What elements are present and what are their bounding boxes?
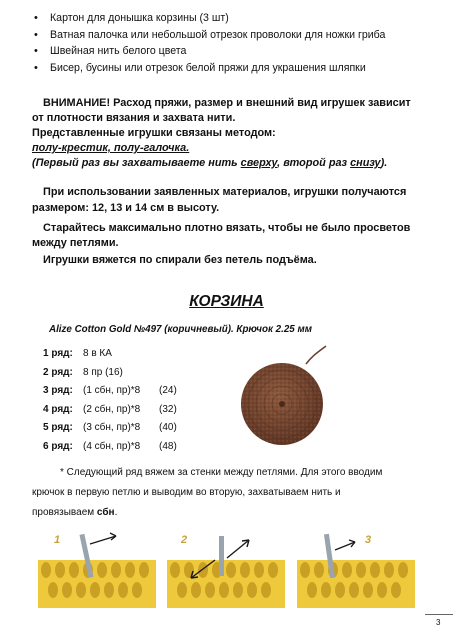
list-item: • Швейная нить белого цвета <box>34 43 444 60</box>
page-number: 3 <box>436 618 441 627</box>
materials-list <box>34 10 444 76</box>
section-title: КОРЗИНА <box>189 293 264 310</box>
step-number: 3 <box>365 534 372 546</box>
crochet-circle-image <box>228 342 338 452</box>
instruction-line: * Следующий ряд вяжем за стенки между петлями. Для этого вводим <box>60 467 383 478</box>
row-label: 5 ряд: <box>43 422 73 434</box>
warning-line: ВНИМАНИЕ! Расход пряжи, размер и внешний вид игрушек зависит <box>43 97 411 109</box>
row-label: 1 ряд: <box>43 348 73 359</box>
method-intro: Представленные игрушки связаны методом: <box>32 127 276 139</box>
note-text: , второй раз <box>277 157 351 169</box>
row-count: (40) <box>159 422 177 434</box>
row-count: (32) <box>159 403 177 415</box>
step-illustration <box>38 530 156 608</box>
crochet-circle-photo <box>228 342 338 452</box>
tip-line: Игрушки вяжется по спирали без петель подъёма. <box>43 254 317 266</box>
row-count: (24) <box>159 385 177 397</box>
instruction-term: сбн <box>96 507 115 518</box>
instruction-line: крючок в первую петлю и выводим во вторую, захватываем нить и <box>32 487 341 498</box>
note-text: ). <box>380 157 388 169</box>
tip-line: Старайтесь максимально плотно вязать, чтобы не было просветов <box>43 222 411 234</box>
row-label: 2 ряд: <box>43 366 73 378</box>
size-line: размером: 12, 13 и 14 см в высоту. <box>32 202 220 214</box>
row-instruction: (4 сбн, пр)*8 <box>83 440 141 452</box>
instruction-text: . <box>114 507 118 518</box>
note-emphasis: сверху <box>240 157 278 169</box>
method-note <box>32 156 387 172</box>
row-instruction: 8 в КА <box>83 348 112 359</box>
list-item: • Ватная палочка или небольшой отрезок проволоки для ножки гриба <box>34 27 444 44</box>
note-emphasis: снизу <box>350 157 381 169</box>
row-instruction: (3 сбн, пр)*8 <box>83 422 141 434</box>
warning-line: от плотности вязания и захвата нити. <box>32 112 236 124</box>
note-text: (Первый раз вы захватываете нить <box>32 157 241 169</box>
yarn-info: Alize Cotton Gold №497 (коричневый). Крючок 2.25 мм <box>49 324 312 335</box>
page-number-rule <box>425 614 453 615</box>
list-item: • Бисер, бусины или отрезок белой пряжи для украшения шляпки <box>34 60 444 77</box>
instruction-line <box>32 502 117 524</box>
row-label: 4 ряд: <box>43 403 73 415</box>
tip-line: между петлями. <box>32 237 119 249</box>
row-instruction: (1 сбн, пр)*8 <box>83 385 141 397</box>
instruction-text: провязываем <box>32 507 97 518</box>
row-count: (48) <box>159 440 177 452</box>
row-label: 6 ряд: <box>43 440 73 452</box>
step-illustration <box>167 530 285 608</box>
step-3-image <box>297 530 415 608</box>
row-instruction: 8 пр (16) <box>83 366 123 378</box>
row-label: 3 ряд: <box>43 385 73 397</box>
step-illustration <box>297 530 415 608</box>
method-name: полу-крестик, полу-галочка. <box>32 142 190 154</box>
size-line: При использовании заявленных материалов, игрушки получаются <box>43 186 407 198</box>
row-instruction: (2 сбн, пр)*8 <box>83 403 141 415</box>
step-number: 2 <box>181 534 188 546</box>
list-item: • Картон для донышка корзины (3 шт) <box>34 10 444 27</box>
step-number: 1 <box>54 534 61 546</box>
